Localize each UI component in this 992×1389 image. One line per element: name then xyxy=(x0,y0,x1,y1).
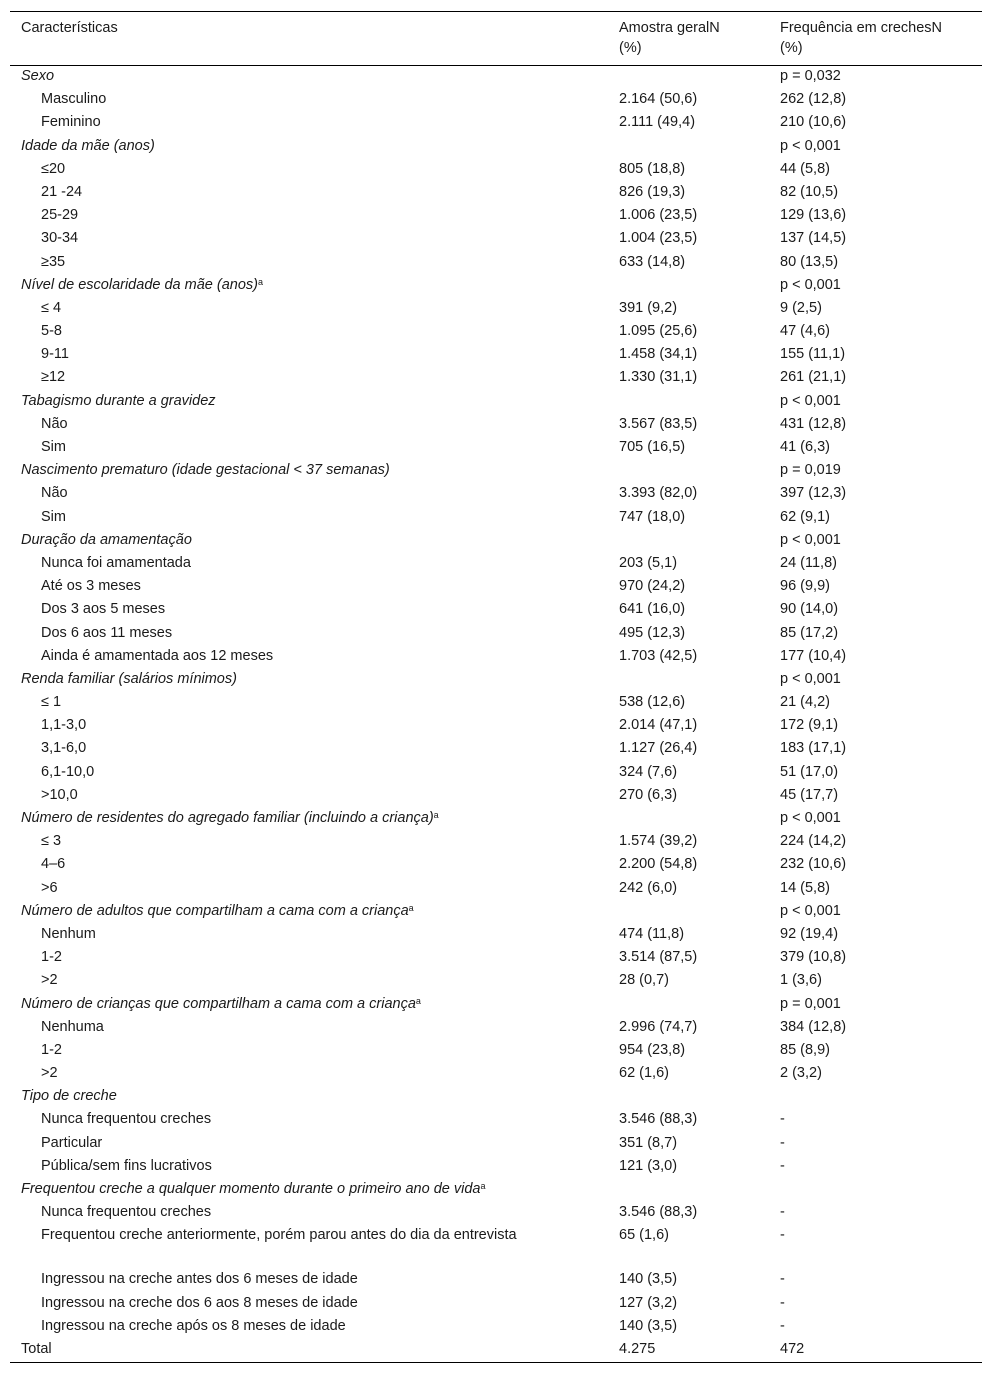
row-daycare-value: 155 (11,1) xyxy=(780,346,846,363)
table-row xyxy=(10,646,982,669)
row-sample-value: 2.014 (47,1) xyxy=(619,717,698,734)
row-label: ≥35 xyxy=(41,253,66,270)
row-daycare-value: 172 (9,1) xyxy=(780,717,839,734)
row-label: Não xyxy=(41,485,68,502)
table-category-row xyxy=(10,530,982,553)
row-label: Nenhum xyxy=(41,925,96,942)
row-label: Ingressou na creche dos 6 aos 8 meses de idade xyxy=(41,1294,358,1311)
table-row xyxy=(10,182,982,205)
table-row xyxy=(10,878,982,901)
row-sample-value: 3.514 (87,5) xyxy=(619,949,698,966)
row-sample-value: 1.703 (42,5) xyxy=(619,647,698,664)
row-daycare-value: 472 xyxy=(780,1340,805,1357)
row-label: Nunca foi amamentada xyxy=(41,554,191,571)
row-daycare-value: 85 (17,2) xyxy=(780,624,839,641)
table-row xyxy=(10,483,982,506)
row-label: Idade da mãe (anos) xyxy=(21,137,155,154)
table-category-row xyxy=(10,275,982,298)
table-row xyxy=(10,599,982,622)
row-label: Não xyxy=(41,415,68,432)
row-sample-value: 140 (3,5) xyxy=(619,1271,678,1288)
row-daycare-value: p < 0,001 xyxy=(780,810,841,826)
row-sample-value: 474 (11,8) xyxy=(619,925,685,942)
row-label: 30-34 xyxy=(41,230,79,247)
row-label: Número de crianças que compartilham a cama com a criança$^a$ xyxy=(21,995,421,1012)
row-sample-value: 3.393 (82,0) xyxy=(619,485,698,502)
row-label: Sim xyxy=(41,439,66,455)
row-sample-value: 28 (0,7) xyxy=(619,972,669,989)
row-daycare-value: 14 (5,8) xyxy=(780,879,830,896)
footnote-marker: a xyxy=(415,995,421,1006)
row-sample-value: 65 (1,6) xyxy=(619,1227,669,1244)
row-sample-value: 633 (14,8) xyxy=(619,253,686,270)
table-category-row xyxy=(10,66,982,90)
row-label: Ainda é amamentada aos 12 meses xyxy=(41,647,274,664)
row-daycare-value: p < 0,001 xyxy=(780,902,841,919)
row-daycare-value: 379 (10,8) xyxy=(780,949,847,966)
header-characteristics: Características xyxy=(21,20,118,36)
table-row xyxy=(10,831,982,854)
table-row xyxy=(10,762,982,785)
row-daycare-value: - xyxy=(780,1204,785,1221)
row-daycare-value: 232 (10,6) xyxy=(780,856,847,873)
row-daycare-value: 183 (17,1) xyxy=(780,740,847,757)
row-daycare-value: - xyxy=(780,1157,785,1174)
row-label: ≤ 4 xyxy=(41,299,62,316)
row-daycare-value: 62 (9,1) xyxy=(780,508,830,525)
row-label: ≤ 1 xyxy=(41,694,62,711)
row-label: Tipo de creche xyxy=(21,1088,117,1105)
table-row xyxy=(10,507,982,530)
row-daycare-value: 24 (11,8) xyxy=(780,554,837,571)
row-label: Pública/sem fins lucrativos xyxy=(41,1157,212,1174)
table-row xyxy=(10,1316,982,1339)
row-sample-value: 826 (19,3) xyxy=(619,183,686,200)
row-sample-value: 3.546 (88,3) xyxy=(619,1111,698,1128)
row-daycare-value: - xyxy=(780,1111,785,1128)
row-label: Frequentou creche anteriormente, porém parou antes do dia da entrevista xyxy=(41,1227,517,1244)
row-label: Tabagismo durante a gravidez xyxy=(21,392,216,409)
row-sample-value: 203 (5,1) xyxy=(619,554,678,571)
table-row xyxy=(10,321,982,344)
table-row xyxy=(10,1202,982,1225)
row-sample-value: 324 (7,6) xyxy=(619,763,678,780)
row-sample-value: 747 (18,0) xyxy=(619,508,686,525)
row-label: Nascimento prematuro (idade gestacional < 37 semanas) xyxy=(21,462,390,479)
table-category-row xyxy=(10,460,982,483)
table-total-row xyxy=(10,1339,982,1363)
row-sample-value: 970 (24,2) xyxy=(619,578,686,595)
row-daycare-value: 137 (14,5) xyxy=(780,230,847,247)
row-sample-value xyxy=(608,391,769,414)
row-sample-value: 127 (3,2) xyxy=(619,1294,678,1311)
row-daycare-value: 384 (12,8) xyxy=(780,1018,847,1035)
row-sample-value xyxy=(608,460,769,483)
table-header-row xyxy=(10,12,982,66)
row-daycare-value: p < 0,001 xyxy=(780,670,841,687)
table-row xyxy=(10,924,982,947)
row-daycare-value: 85 (8,9) xyxy=(780,1041,830,1058)
table-row xyxy=(10,89,982,112)
row-daycare-value: p < 0,001 xyxy=(780,531,841,548)
row-daycare-value: 2 (3,2) xyxy=(780,1065,822,1082)
row-daycare-value: 44 (5,8) xyxy=(780,160,830,177)
table-row xyxy=(10,854,982,877)
table-row xyxy=(10,785,982,808)
row-sample-value xyxy=(608,669,769,692)
row-sample-value: 538 (12,6) xyxy=(619,694,686,711)
table-row xyxy=(10,1063,982,1086)
header-sample: Amostra geralN (%) xyxy=(619,20,720,56)
table-row xyxy=(10,1225,982,1269)
row-daycare-value: - xyxy=(780,1271,785,1288)
row-daycare-value: 82 (10,5) xyxy=(780,183,839,200)
row-label: Particular xyxy=(41,1134,103,1151)
row-label: Nunca frequentou creches xyxy=(41,1204,212,1221)
row-daycare-value: 90 (14,0) xyxy=(780,601,839,618)
row-sample-value: 1.006 (23,5) xyxy=(619,207,698,224)
row-sample-value: 2.996 (74,7) xyxy=(619,1018,698,1035)
row-label: 21 -24 xyxy=(41,183,83,200)
row-label: Ingressou na creche antes dos 6 meses de idade xyxy=(41,1271,358,1288)
row-daycare-value: 261 (21,1) xyxy=(780,369,847,386)
footnote-marker: a xyxy=(408,902,414,913)
row-label: ≤ 3 xyxy=(41,833,62,850)
row-label: Total xyxy=(21,1340,52,1357)
table-category-row xyxy=(10,669,982,692)
row-sample-value: 351 (8,7) xyxy=(619,1134,678,1151)
row-label: 1-2 xyxy=(41,1041,62,1058)
table-row xyxy=(10,947,982,970)
row-daycare-value: - xyxy=(780,1294,785,1311)
row-daycare-value: p < 0,001 xyxy=(780,392,841,409)
row-sample-value: 2.200 (54,8) xyxy=(619,856,698,873)
row-label: Até os 3 meses xyxy=(41,578,141,595)
row-label: >2 xyxy=(41,1065,58,1082)
table-row xyxy=(10,623,982,646)
table-category-row xyxy=(10,901,982,924)
row-sample-value: 62 (1,6) xyxy=(619,1065,669,1082)
row-label: >2 xyxy=(41,972,58,989)
row-sample-value xyxy=(608,994,769,1017)
row-daycare-value: p < 0,001 xyxy=(780,137,841,154)
table-row xyxy=(10,159,982,182)
table-row xyxy=(10,1269,982,1292)
table-row xyxy=(10,228,982,251)
row-label: 9-11 xyxy=(41,346,69,363)
table-row xyxy=(10,970,982,993)
row-sample-value: 242 (6,0) xyxy=(619,879,678,896)
row-daycare-value: 47 (4,6) xyxy=(780,323,830,340)
row-label: Nenhuma xyxy=(41,1018,104,1035)
row-label: Sim xyxy=(41,508,66,525)
table-row xyxy=(10,1017,982,1040)
row-sample-value: 2.111 (49,4) xyxy=(619,114,696,131)
row-label: 1,1-3,0 xyxy=(41,717,87,734)
table-row xyxy=(10,1293,982,1316)
row-label: ≥12 xyxy=(41,369,66,386)
row-sample-value: 1.095 (25,6) xyxy=(619,323,698,340)
row-daycare-value: 9 (2,5) xyxy=(780,299,822,316)
table-category-row xyxy=(10,1179,982,1202)
table-row xyxy=(10,437,982,460)
characteristics-table xyxy=(10,11,982,1363)
row-daycare-value: 129 (13,6) xyxy=(780,207,847,224)
row-label: >6 xyxy=(41,879,58,896)
row-daycare-value: p = 0,032 xyxy=(780,68,841,84)
row-label: 4–6 xyxy=(41,856,66,873)
row-daycare-value: 262 (12,8) xyxy=(780,91,847,108)
row-label: Nunca frequentou creches xyxy=(41,1111,212,1128)
table-row xyxy=(10,553,982,576)
row-daycare-value: - xyxy=(780,1317,785,1334)
row-sample-value: 391 (9,2) xyxy=(619,299,678,316)
table-category-row xyxy=(10,1086,982,1109)
row-label: 25-29 xyxy=(41,207,79,224)
table-body xyxy=(10,66,982,1363)
row-sample-value xyxy=(608,530,769,553)
row-daycare-value: 80 (13,5) xyxy=(780,253,839,270)
row-daycare-value: 210 (10,6) xyxy=(780,114,847,131)
row-sample-value: 3.546 (88,3) xyxy=(619,1204,698,1221)
row-label: Frequentou creche a qualquer momento durante o primeiro ano de vida$^a$ xyxy=(21,1181,486,1197)
row-label: 5-8 xyxy=(41,323,62,340)
row-daycare-value: - xyxy=(780,1134,785,1151)
table-row xyxy=(10,738,982,761)
row-sample-value xyxy=(608,1179,769,1202)
row-daycare-value: p < 0,001 xyxy=(780,276,841,293)
row-label: ≤20 xyxy=(41,160,66,177)
row-label: 6,1-10,0 xyxy=(41,763,95,780)
row-label: 1-2 xyxy=(41,949,62,966)
table-row xyxy=(10,112,982,135)
row-sample-value: 140 (3,5) xyxy=(619,1317,678,1334)
table-row xyxy=(10,692,982,715)
row-daycare-value: 1 (3,6) xyxy=(780,972,822,989)
row-sample-value: 2.164 (50,6) xyxy=(619,91,698,108)
row-label: Número de residentes do agregado familiar (incluindo a criança)$^a$ xyxy=(21,810,439,826)
row-sample-value: 1.004 (23,5) xyxy=(619,230,698,247)
table-row xyxy=(10,576,982,599)
row-daycare-value: 431 (12,8) xyxy=(780,415,847,432)
table-row xyxy=(10,715,982,738)
row-sample-value: 4.275 xyxy=(619,1340,656,1357)
footnote-marker: a xyxy=(433,810,439,820)
table-row xyxy=(10,1109,982,1132)
table-row xyxy=(10,414,982,437)
row-sample-value xyxy=(608,808,769,831)
row-daycare-value: 21 (4,2) xyxy=(780,694,830,711)
row-daycare-value: 224 (14,2) xyxy=(780,833,847,850)
row-label: Dos 3 aos 5 meses xyxy=(41,601,166,618)
row-sample-value: 1.458 (34,1) xyxy=(619,346,698,363)
row-daycare-value: p = 0,001 xyxy=(780,995,841,1012)
row-daycare-value: 92 (19,4) xyxy=(780,925,839,942)
row-daycare-value: 41 (6,3) xyxy=(780,439,830,455)
row-label: Renda familiar (salários mínimos) xyxy=(21,670,237,687)
row-label: Ingressou na creche após os 8 meses de idade xyxy=(41,1317,346,1334)
table-row xyxy=(10,205,982,228)
row-sample-value: 705 (16,5) xyxy=(619,439,686,455)
row-sample-value: 121 (3,0) xyxy=(619,1157,678,1174)
row-sample-value: 805 (18,8) xyxy=(619,160,686,177)
row-sample-value xyxy=(608,275,769,298)
row-label: 3,1-6,0 xyxy=(41,740,87,757)
row-sample-value: 1.127 (26,4) xyxy=(619,740,698,757)
row-label: Nível de escolaridade da mãe (anos)$^a$ xyxy=(21,276,263,293)
row-label: Número de adultos que compartilham a cama com a criança$^a$ xyxy=(21,902,414,919)
row-daycare-value: - xyxy=(780,1227,785,1244)
row-sample-value xyxy=(608,1086,769,1109)
row-sample-value: 270 (6,3) xyxy=(619,786,678,803)
table-row xyxy=(10,1040,982,1063)
table-category-row xyxy=(10,136,982,159)
row-sample-value: 954 (23,8) xyxy=(619,1041,686,1058)
row-label: Dos 6 aos 11 meses xyxy=(41,624,173,641)
row-label: Feminino xyxy=(41,114,101,131)
row-sample-value xyxy=(608,66,769,90)
table-row xyxy=(10,367,982,390)
row-daycare-value: 397 (12,3) xyxy=(780,485,847,502)
row-daycare-value xyxy=(769,1086,982,1109)
row-daycare-value: 51 (17,0) xyxy=(780,763,839,780)
table-row xyxy=(10,1156,982,1179)
row-sample-value xyxy=(608,901,769,924)
table-category-row xyxy=(10,391,982,414)
row-sample-value: 641 (16,0) xyxy=(619,601,686,618)
row-daycare-value: 45 (17,7) xyxy=(780,786,839,803)
table-category-row xyxy=(10,808,982,831)
row-label: Sexo xyxy=(21,68,55,84)
row-daycare-value xyxy=(769,1179,982,1202)
row-label: Masculino xyxy=(41,91,107,108)
table-row xyxy=(10,298,982,321)
row-sample-value: 1.330 (31,1) xyxy=(619,369,698,386)
row-sample-value: 3.567 (83,5) xyxy=(619,415,698,432)
row-daycare-value: 177 (10,4) xyxy=(780,647,847,664)
table-category-row xyxy=(10,994,982,1017)
row-label: >10,0 xyxy=(41,786,78,803)
row-sample-value xyxy=(608,136,769,159)
row-label: Duração da amamentação xyxy=(21,531,192,548)
row-sample-value: 1.574 (39,2) xyxy=(619,833,698,850)
row-daycare-value: 96 (9,9) xyxy=(780,578,830,595)
footnote-marker: a xyxy=(257,276,263,287)
footnote-marker: a xyxy=(480,1181,486,1191)
table-row xyxy=(10,252,982,275)
row-daycare-value: p = 0,019 xyxy=(780,462,841,479)
table-row xyxy=(10,1133,982,1156)
table-row xyxy=(10,344,982,367)
row-sample-value: 495 (12,3) xyxy=(619,624,686,641)
header-daycare-frequency: Frequência em crechesN (%) xyxy=(780,20,942,56)
